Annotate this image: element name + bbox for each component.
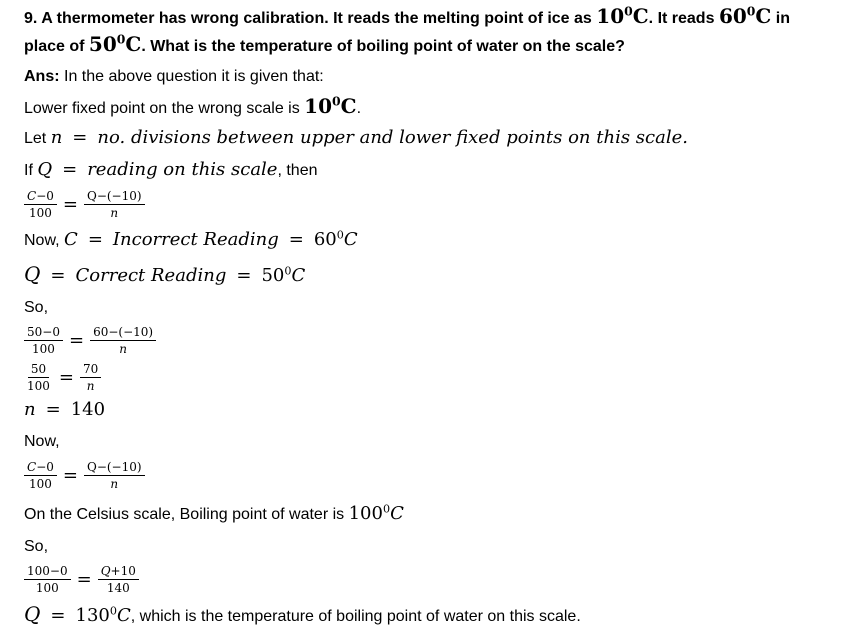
answer-intro: Ans: In the above question it is given that:: [24, 68, 324, 85]
question-number: 9.: [24, 10, 38, 27]
let-n-line: Let n = no. divisions between upper and lower fixed points on this scale.: [24, 127, 688, 148]
if-q-line: If Q = reading on this scale, then: [24, 159, 318, 180]
boil-value: $100^0C$: [348, 502, 404, 524]
q-correct-line: Q = Correct Reading = $50^0C$: [24, 262, 306, 286]
equation-4: $\frac{C-0}{100}$ = $\frac{Q-(-10)}{n}$: [24, 460, 145, 491]
reads-value: $60^0C$: [718, 3, 772, 28]
now-line-2: Now,: [24, 433, 60, 450]
question-text-1: A thermometer has wrong calibration. It reads the melting point of ice as: [41, 10, 592, 27]
final-value: $130^0C$: [75, 604, 131, 626]
final-line: $Q = 130^0C$, which is the temperature of boiling point of water on this scale.: [24, 602, 581, 626]
n-result-line: n = 140: [24, 399, 106, 420]
ice-reading: $10^0C$: [596, 3, 649, 28]
lower-fixed-value: $10^0C$: [304, 93, 357, 118]
place-value: $50^0C$: [88, 31, 142, 56]
so-line: So,: [24, 299, 49, 316]
q-value: $50^0C$: [261, 264, 306, 286]
fraction-right: $\frac{Q-(-10)}{n}$: [84, 189, 145, 220]
fraction-left: $\frac{C-0}{100}$: [24, 189, 57, 220]
now-c-line: Now, C = Incorrect Reading = $60^0C$: [24, 228, 358, 250]
question-line-1: [24, 3, 790, 29]
so-line-2: So,: [24, 538, 49, 555]
question-line-2: [24, 31, 625, 57]
celsius-line: On the Celsius scale, Boiling point of water is $100^0C$: [24, 502, 404, 524]
answer-label: Ans:: [24, 68, 60, 85]
lower-fixed-point-line: Lower fixed point on the wrong scale is $10^0C$.: [24, 93, 362, 118]
c-value: $60^0C$: [313, 228, 358, 250]
equation-2: $\frac{50-0}{100}$ = $\frac{60-(-10)}{n}$: [24, 325, 156, 356]
question-text-5: . What is the temperature of boiling point of water on the scale?: [141, 38, 625, 55]
equation-5: $\frac{100-0}{100}$ = $\frac{Q+10}{140}$: [24, 564, 139, 595]
question-text-4: place of: [24, 38, 85, 55]
question-text-3: in: [775, 10, 790, 27]
question-text-2: . It reads: [648, 10, 715, 27]
equation-1: $\frac{C-0}{100}$ = $\frac{Q-(-10)}{n}$: [24, 189, 145, 220]
equation-3: $\frac{50}{100}$ = $\frac{70}{n}$: [24, 362, 101, 393]
n-result: 140: [70, 399, 106, 420]
